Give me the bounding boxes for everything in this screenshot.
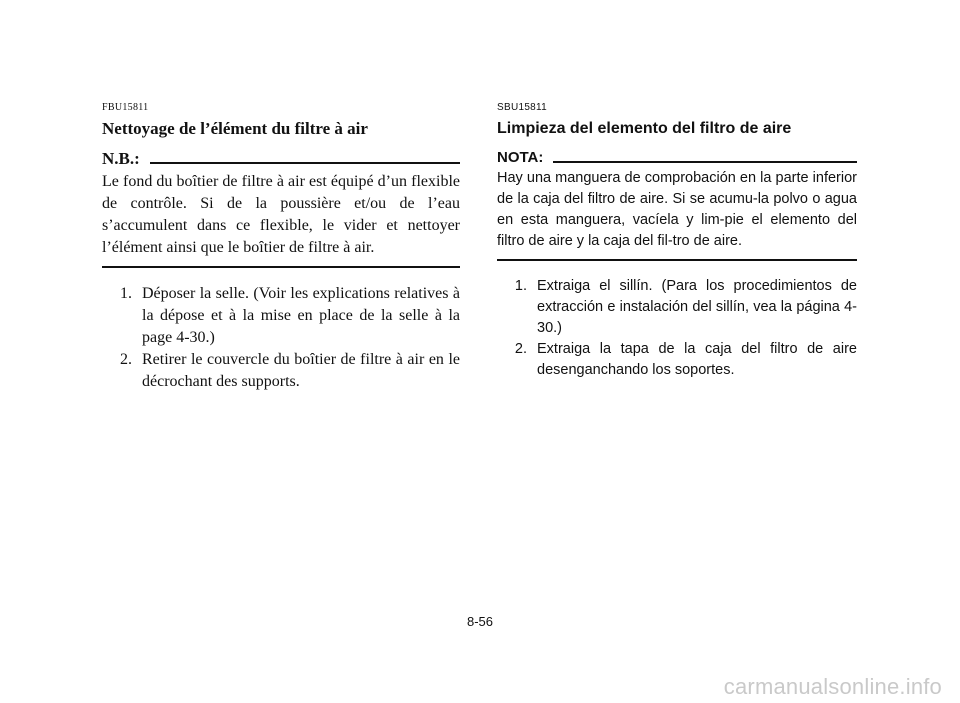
list-item <box>102 283 460 349</box>
note-text: Hay una manguera de comprobación en la parte inferior de la caja del filtro de aire. Si se acumu-la polvo o agua en esta manguera, vacíela y lim-pie el elemento del filtro de aire y la caja del fil-tro de aire. <box>497 170 857 249</box>
note-end-rule <box>497 259 857 261</box>
section-code: SBU15811 <box>497 102 548 113</box>
step-list <box>102 283 460 393</box>
step-text: Retirer le couvercle du boîtier de filtre à air en le décrochant des supports. <box>142 351 460 390</box>
watermark: carmanualsonline.info <box>723 674 942 699</box>
step-number: 1. <box>514 278 527 294</box>
step-text: Extraiga el sillín. (Para los procedimientos de extracción e instalación del sillín, vea la página 4-30.) <box>537 278 857 336</box>
step-text: Extraiga la tapa de la caja del filtro de aire desenganchando los soportes. <box>537 341 857 378</box>
note-divider <box>553 161 857 163</box>
note-label: N.B.: <box>102 149 140 168</box>
step-number: 2. <box>120 351 132 368</box>
note-label: NOTA: <box>497 149 544 166</box>
list-item <box>497 276 857 339</box>
note-header <box>497 149 857 166</box>
step-list <box>497 276 857 381</box>
list-item <box>102 349 460 393</box>
note-header <box>102 149 460 169</box>
step-number: 2. <box>514 341 527 357</box>
spanish-column <box>497 102 857 381</box>
note-text: Le fond du boîtier de filtre à air est équipé d’un flexible de contrôle. Si de la poussière et/ou de l’eau s’accumulent dans ce flexible, le vider et nettoyer l’élément ainsi que le boîtier de filtre à air. <box>102 173 460 256</box>
step-number: 1. <box>120 285 132 302</box>
french-column <box>102 102 460 393</box>
note-divider <box>150 162 460 164</box>
section-heading: Nettoyage de l’élément du filtre à air <box>102 119 368 138</box>
list-item <box>497 339 857 381</box>
page-number: 8-56 <box>466 614 494 629</box>
section-heading: Limpieza del elemento del filtro de aire <box>497 120 792 137</box>
step-text: Déposer la selle. (Voir les explications relatives à la dépose et à la mise en place de la selle à la page 4-30.) <box>142 285 460 346</box>
section-code: FBU15811 <box>102 102 149 113</box>
note-end-rule <box>102 266 460 268</box>
